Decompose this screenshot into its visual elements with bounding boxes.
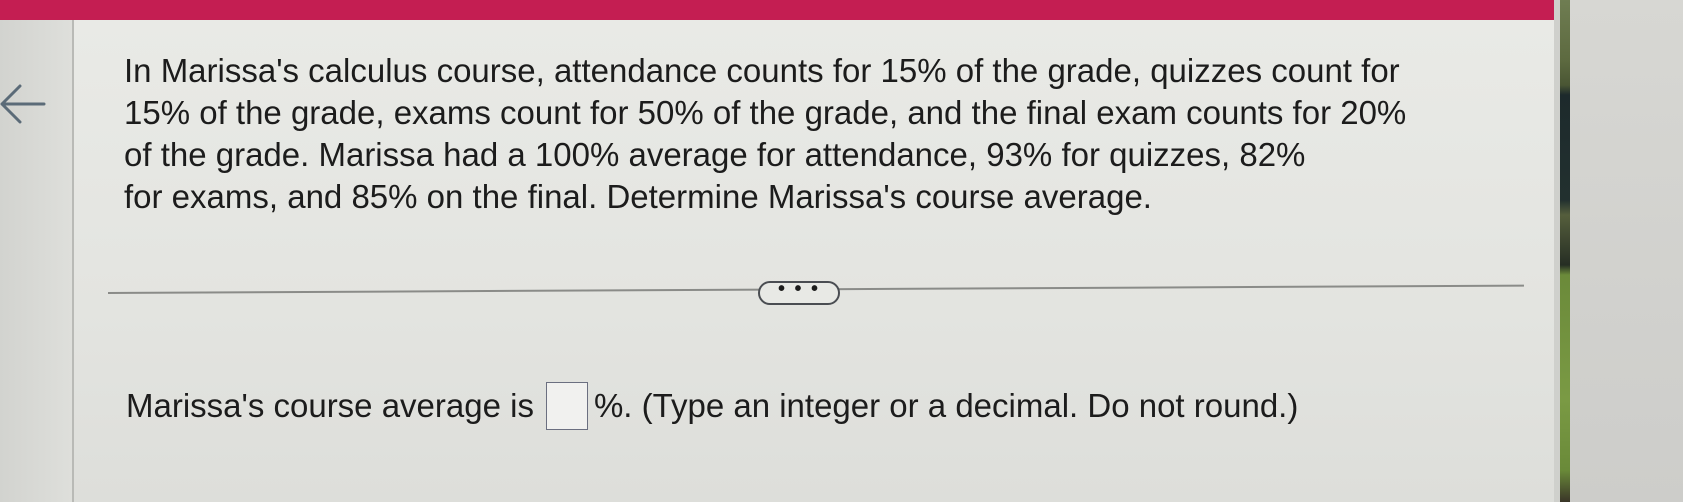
- question-line: In Marissa's calculus course, attendance counts for 15% of the grade, quizzes count for: [124, 52, 1400, 89]
- more-options-label: • • •: [777, 278, 821, 300]
- background-wall: [1570, 0, 1683, 502]
- header-bar: [0, 0, 1560, 20]
- question-line: of the grade. Marissa had a 100% average for attendance, 93% for quizzes, 82%: [124, 136, 1306, 173]
- question-line: for exams, and 85% on the final. Determine Marissa's course average.: [124, 178, 1152, 215]
- question-line: 15% of the grade, exams count for 50% of the grade, and the final exam counts for 20%: [124, 94, 1407, 131]
- back-arrow-icon[interactable]: [0, 84, 48, 140]
- answer-input[interactable]: [546, 382, 588, 430]
- answer-prefix: Marissa's course average is: [126, 387, 534, 424]
- more-options-button[interactable]: [758, 278, 840, 305]
- answer-suffix: %. (Type an integer or a decimal. Do not round.): [593, 387, 1299, 424]
- answer-line: [126, 380, 1298, 432]
- question-text: [124, 50, 1504, 218]
